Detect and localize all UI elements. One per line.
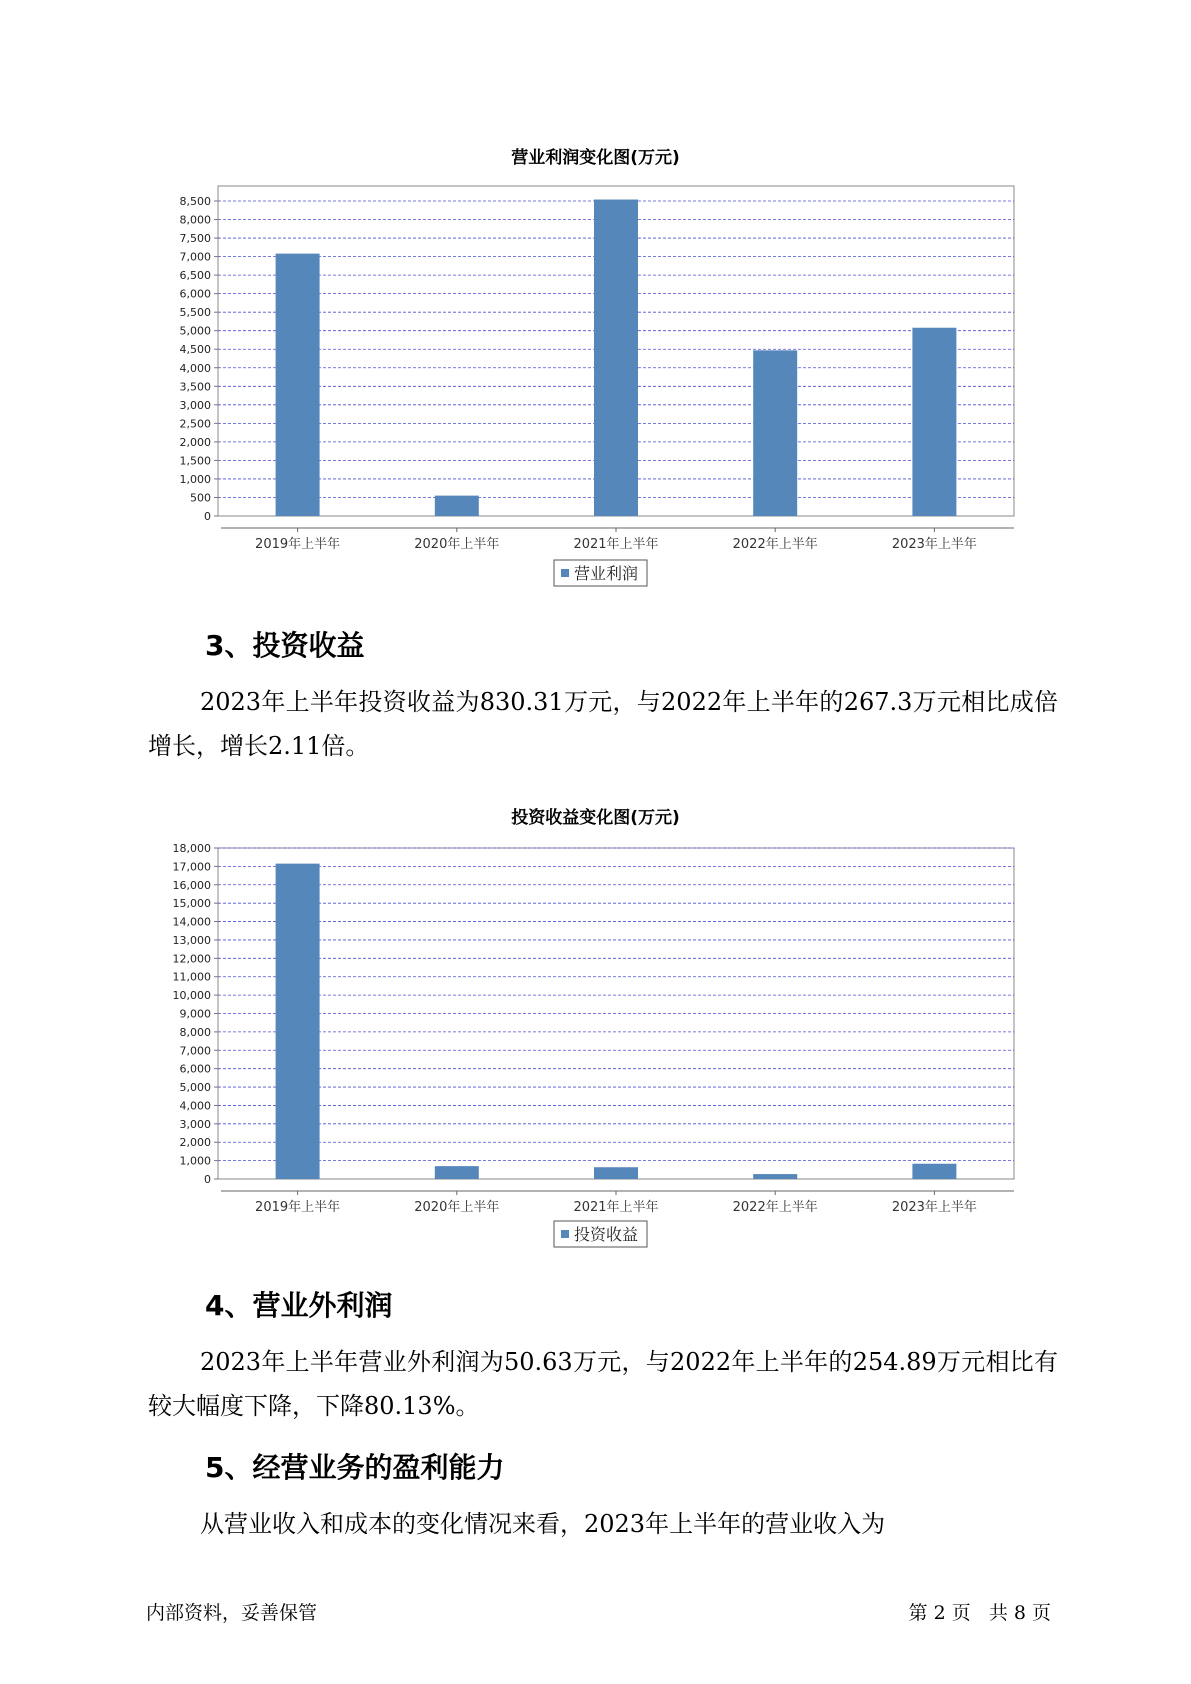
section3-heading: 3、投资收益 [205,629,365,662]
y-tick-label: 6,000 [179,1062,211,1076]
y-tick-label: 1,000 [179,472,211,486]
x-tick-label: 2021年上半年 [573,1200,659,1215]
x-tick-label: 2020年上半年 [414,1200,500,1215]
y-tick-label: 7,000 [179,1044,211,1058]
y-tick-label: 2,000 [179,435,211,449]
x-tick-label: 2022年上半年 [732,1200,818,1215]
y-tick-label: 2,000 [179,1136,211,1150]
y-tick-label: 7,500 [179,232,211,246]
x-tick-label: 2022年上半年 [732,537,818,552]
x-tick-label: 2023年上半年 [891,537,977,552]
y-tick-label: 13,000 [172,933,211,947]
bar [276,864,320,1179]
y-tick-label: 8,500 [179,195,211,208]
y-tick-label: 4,500 [179,343,211,357]
y-tick-label: 3,000 [179,1117,211,1131]
footer-confidential: 内部资料，妥善保管 [146,1602,318,1624]
legend-label: 营业利润 [574,564,639,583]
y-tick-label: 0 [204,1173,211,1186]
y-tick-label: 18,000 [172,842,211,855]
y-tick-label: 4,000 [179,1099,211,1113]
y-tick-label: 4,000 [179,361,211,375]
y-tick-label: 14,000 [172,915,211,929]
y-tick-label: 8,000 [179,213,211,227]
y-tick-label: 2,500 [179,417,211,431]
y-tick-label: 5,500 [179,306,211,320]
x-tick-label: 2023年上半年 [891,1200,977,1215]
y-tick-label: 5,000 [179,324,211,338]
x-tick-label: 2021年上半年 [573,537,659,552]
y-tick-label: 7,000 [179,250,211,264]
bar [594,1167,638,1179]
y-tick-label: 6,000 [179,287,211,301]
bar [912,1164,956,1179]
y-tick-label: 0 [204,510,211,523]
section3-paragraph: 2023年上半年投资收益为830.31万元，与2022年上半年的267.3万元相比成倍增长，增长2.11倍。 [148,688,1058,760]
chart2-title: 投资收益变化图(万元) [511,808,680,828]
section4-paragraph: 2023年上半年营业外利润为50.63万元，与2022年上半年的254.89万元相比有较大幅度下降，下降80.13%。 [148,1348,1058,1420]
y-tick-label: 6,500 [179,269,211,283]
y-tick-label: 11,000 [172,970,211,984]
y-tick-label: 5,000 [179,1081,211,1095]
y-tick-label: 3,000 [179,398,211,412]
y-tick-label: 1,000 [179,1154,211,1168]
y-tick-label: 17,000 [172,860,211,874]
section5-paragraph: 从营业收入和成本的变化情况来看，2023年上半年的营业收入为 [200,1510,886,1538]
y-tick-label: 10,000 [172,989,211,1003]
y-tick-label: 15,000 [172,897,211,911]
y-tick-label: 16,000 [172,878,211,892]
y-tick-label: 8,000 [179,1025,211,1039]
x-tick-label: 2019年上半年 [255,537,341,552]
bar [753,1174,797,1179]
section5-heading: 5、经营业务的盈利能力 [205,1451,505,1484]
x-tick-label: 2020年上半年 [414,537,500,552]
y-tick-label: 500 [190,491,211,505]
y-tick-label: 3,500 [179,380,211,394]
footer-page-number: 第 2 页 共 8 页 [908,1602,1051,1624]
legend-label: 投资收益 [574,1225,639,1244]
chart1-title: 营业利润变化图(万元) [511,148,680,168]
bar [435,1166,479,1179]
y-tick-label: 12,000 [172,952,211,966]
x-tick-label: 2019年上半年 [255,1200,341,1215]
legend-swatch [561,1230,569,1238]
y-tick-label: 9,000 [179,1007,211,1021]
section4-heading: 4、营业外利润 [205,1289,393,1322]
y-tick-label: 1,500 [179,454,211,468]
